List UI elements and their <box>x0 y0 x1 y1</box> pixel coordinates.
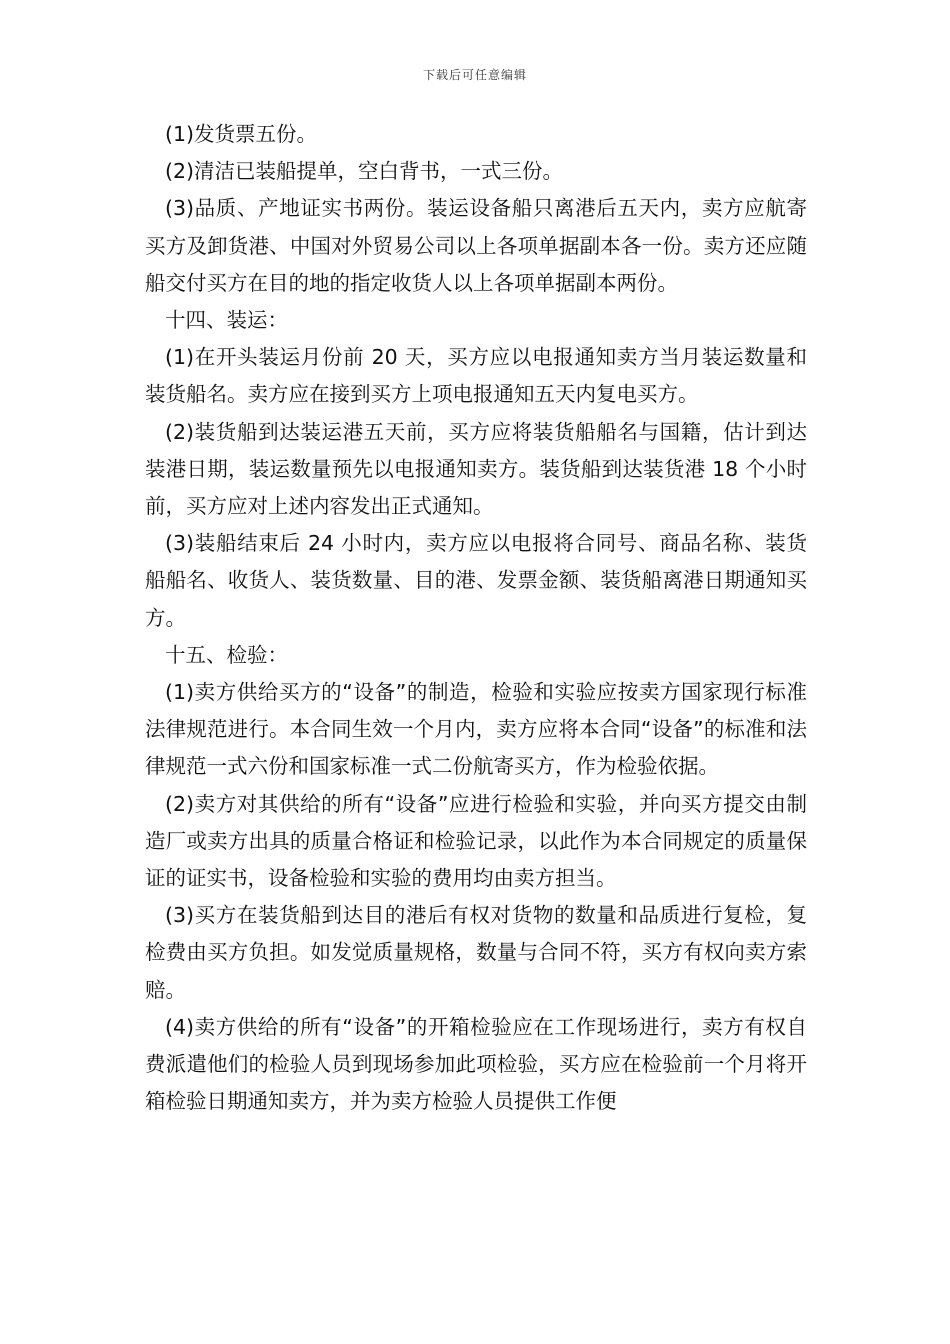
paragraph: (1)发货票五份。 <box>165 122 318 146</box>
section-heading: 十四、装运： <box>165 308 288 333</box>
paragraph: (1)在开头装运月份前 20 天，买方应以电报通知卖方当月装运数量和装货船名。卖方应在接到买方上项电报通知五天内复电买方。 <box>145 345 807 407</box>
paragraph: (3)装船结束后 24 小时内，卖方应以电报将合同号、商品名称、装货船船名、收货人、装货数量、目的港、发票金额、装货船离港日期通知买方。 <box>145 531 807 630</box>
paragraph: (3)品质、产地证实书两份。装运设备船只离港后五天内，卖方应航寄买方及卸货港、中国对外贸易公司以上各项单据副本各一份。卖方还应随船交付买方在目的地的指定收货人以上各项单据副本两份。 <box>145 196 807 295</box>
paragraph: (2)装货船到达装运港五天前，买方应将装货船船名与国籍，估计到达装港日期，装运数量预先以电报通知卖方。装货船到达装货港 18 个小时前，买方应对上述内容发出正式通知。 <box>145 419 807 519</box>
paragraph: (2)清洁已装船提单，空白背书，一式三份。 <box>165 159 564 184</box>
section-heading: 十五、检验： <box>165 642 288 667</box>
paragraph: (1)卖方供给买方的“设备”的制造，检验和实验应按卖方国家现行标准法律规范进行。本合同生效一个月内，卖方应将本合同“设备”的标准和法律规范一式六份和国家标准一式二份航寄买方，作为检验依据。 <box>145 680 807 779</box>
page-header: 下载后可任意编辑 <box>422 68 527 82</box>
paragraph: (4)卖方供给的所有“设备”的开箱检验应在工作现场进行，卖方有权自费派遣他们的检验人员到现场参加此项检验，买方应在检验前一个月将开箱检验日期通知卖方，并为卖方检验人员提供工作便 <box>145 1014 807 1114</box>
paragraph: (3)买方在装货船到达目的港后有权对货物的数量和品质进行复检，复检费由买方负担。如发觉质量规格，数量与合同不符，买方有权向卖方索赔。 <box>145 903 807 1002</box>
document-body <box>145 116 807 1120</box>
paragraph: (2)卖方对其供给的所有“设备”应进行检验和实验，并向买方提交由制造厂或卖方出具的质量合格证和检验记录，以此作为本合同规定的质量保证的证实书，设备检验和实验的费用均由卖方担当。 <box>145 791 807 891</box>
